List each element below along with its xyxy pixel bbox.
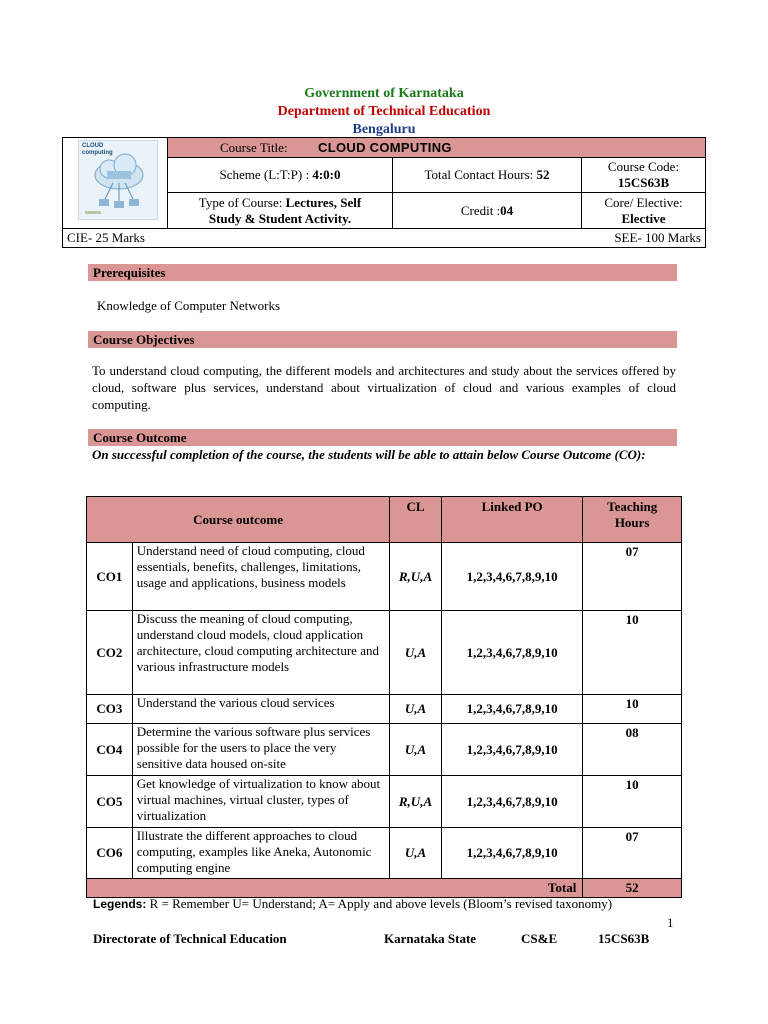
co-linked-po: 1,2,3,4,6,7,8,9,10 bbox=[441, 776, 582, 828]
credit-cell bbox=[393, 193, 582, 229]
header-government: Government of Karnataka bbox=[304, 86, 464, 101]
table-row bbox=[87, 776, 682, 828]
header-cl: CL bbox=[390, 497, 442, 543]
core-elective-cell bbox=[582, 193, 706, 229]
co-description: Understand the various cloud services bbox=[132, 695, 389, 724]
course-type-label: Type of Course: bbox=[198, 194, 283, 210]
credit-value: 04 bbox=[500, 202, 514, 218]
header-hours-line: Hours bbox=[614, 515, 650, 530]
co-linked-po: 1,2,3,4,6,7,8,9,10 bbox=[441, 828, 582, 879]
contact-hours-label: Total Contact Hours: bbox=[424, 167, 534, 182]
objectives-text: To understand cloud computing, the different models and architectures and study about the services offered by cloud, software plus services, understand about virtualization of cloud and various examples of cloud computing. bbox=[92, 363, 676, 412]
page-number: 1 bbox=[667, 915, 674, 930]
core-elective-value: Elective bbox=[621, 210, 666, 226]
co-hours: 07 bbox=[583, 828, 682, 879]
footer-directorate: Directorate of Technical Education bbox=[93, 931, 287, 946]
table-row bbox=[87, 695, 682, 724]
course-title-label: Course Title: bbox=[220, 139, 288, 155]
footer-course-code: 15CS63B bbox=[598, 931, 650, 946]
logo-caption: CLOUD computing bbox=[82, 143, 113, 156]
header-linked-po: Linked PO bbox=[441, 497, 582, 543]
co-linked-po: 1,2,3,4,6,7,8,9,10 bbox=[441, 543, 582, 611]
course-info-table bbox=[62, 137, 706, 248]
co-id: CO4 bbox=[87, 724, 133, 776]
table-row bbox=[87, 724, 682, 776]
table-row bbox=[87, 828, 682, 879]
total-label: Total bbox=[87, 879, 583, 898]
co-id: CO1 bbox=[87, 543, 133, 611]
co-hours: 10 bbox=[583, 695, 682, 724]
header-course-outcome: Course outcome bbox=[87, 497, 390, 543]
cie-marks: CIE- 25 Marks bbox=[67, 230, 145, 245]
outcome-header-row bbox=[87, 497, 682, 543]
scheme-value: 4:0:0 bbox=[312, 167, 341, 182]
course-type-value-2: Study & Student Activity. bbox=[208, 210, 352, 226]
course-type-value-1: Lectures, Self bbox=[285, 194, 362, 210]
co-linked-po: 1,2,3,4,6,7,8,9,10 bbox=[441, 724, 582, 776]
co-description: Get knowledge of virtualization to know about virtual machines, virtual cluster, types of virtualization bbox=[132, 776, 389, 828]
scheme-cell bbox=[168, 158, 393, 193]
table-row bbox=[87, 543, 682, 611]
total-hours: 52 bbox=[583, 879, 682, 898]
outcome-intro: On successful completion of the course, the students will be able to attain below Course Outcome (CO): bbox=[92, 447, 646, 462]
legend-label: Legends: bbox=[93, 897, 147, 911]
co-cl: U,A bbox=[390, 828, 442, 879]
co-id: CO3 bbox=[87, 695, 133, 724]
co-hours: 07 bbox=[583, 543, 682, 611]
contact-hours-cell bbox=[393, 158, 582, 193]
header-city: Bengaluru bbox=[352, 122, 416, 137]
course-type-cell bbox=[168, 193, 393, 229]
legend bbox=[93, 896, 612, 912]
course-title-cell bbox=[168, 138, 706, 158]
scheme-label: Scheme (L:T:P) : bbox=[219, 167, 310, 182]
co-description: Understand need of cloud computing, cloud essentials, benefits, challenges, limitations, usage and applications, business models bbox=[132, 543, 389, 611]
co-hours: 10 bbox=[583, 776, 682, 828]
header-department: Department of Technical Education bbox=[277, 104, 491, 119]
table-row bbox=[87, 611, 682, 695]
header-teaching-line: Teaching bbox=[607, 499, 658, 514]
co-id: CO2 bbox=[87, 611, 133, 695]
co-id: CO5 bbox=[87, 776, 133, 828]
co-id: CO6 bbox=[87, 828, 133, 879]
objectives-heading: Course Objectives bbox=[88, 331, 677, 348]
co-cl: R,U,A bbox=[390, 543, 442, 611]
course-code-label: Course Code: bbox=[607, 159, 680, 174]
total-row bbox=[87, 879, 682, 898]
co-cl: U,A bbox=[390, 724, 442, 776]
cloud-icon bbox=[79, 141, 157, 219]
co-description: Illustrate the different approaches to cloud computing, examples like Aneka, Autonomic computing engine bbox=[132, 828, 389, 879]
outcome-heading: Course Outcome bbox=[88, 429, 677, 446]
course-outcome-table bbox=[86, 496, 682, 898]
core-elective-label: Core/ Elective: bbox=[604, 194, 683, 210]
course-code-value: 15CS63B bbox=[617, 175, 670, 190]
co-hours: 10 bbox=[583, 611, 682, 695]
cloud-computing-logo bbox=[78, 140, 158, 220]
co-cl: U,A bbox=[390, 695, 442, 724]
see-cell bbox=[393, 229, 706, 248]
co-cl: R,U,A bbox=[390, 776, 442, 828]
co-linked-po: 1,2,3,4,6,7,8,9,10 bbox=[441, 611, 582, 695]
co-linked-po: 1,2,3,4,6,7,8,9,10 bbox=[441, 695, 582, 724]
credit-label: Credit : bbox=[460, 202, 501, 218]
see-marks: SEE- 100 Marks bbox=[614, 230, 701, 245]
prerequisites-text: Knowledge of Computer Networks bbox=[97, 298, 281, 313]
cie-cell bbox=[63, 229, 393, 248]
prerequisites-heading: Prerequisites bbox=[88, 264, 677, 281]
course-code-cell bbox=[582, 158, 706, 193]
footer-department: CS&E bbox=[521, 931, 558, 946]
co-description: Discuss the meaning of cloud computing, understand cloud models, cloud application architecture, cloud computing architecture and various infrastructure models bbox=[132, 611, 389, 695]
course-title-value: CLOUD COMPUTING bbox=[318, 139, 452, 155]
co-description: Determine the various software plus services possible for the users to place the very sensitive data housed on-site bbox=[132, 724, 389, 776]
header-teaching-hours bbox=[583, 497, 682, 543]
co-hours: 08 bbox=[583, 724, 682, 776]
footer-state: Karnataka State bbox=[384, 931, 477, 946]
legend-text: R = Remember U= Understand; A= Apply and above levels (Bloom’s revised taxonomy) bbox=[146, 896, 613, 911]
co-cl: U,A bbox=[390, 611, 442, 695]
contact-hours-value: 52 bbox=[536, 167, 550, 182]
